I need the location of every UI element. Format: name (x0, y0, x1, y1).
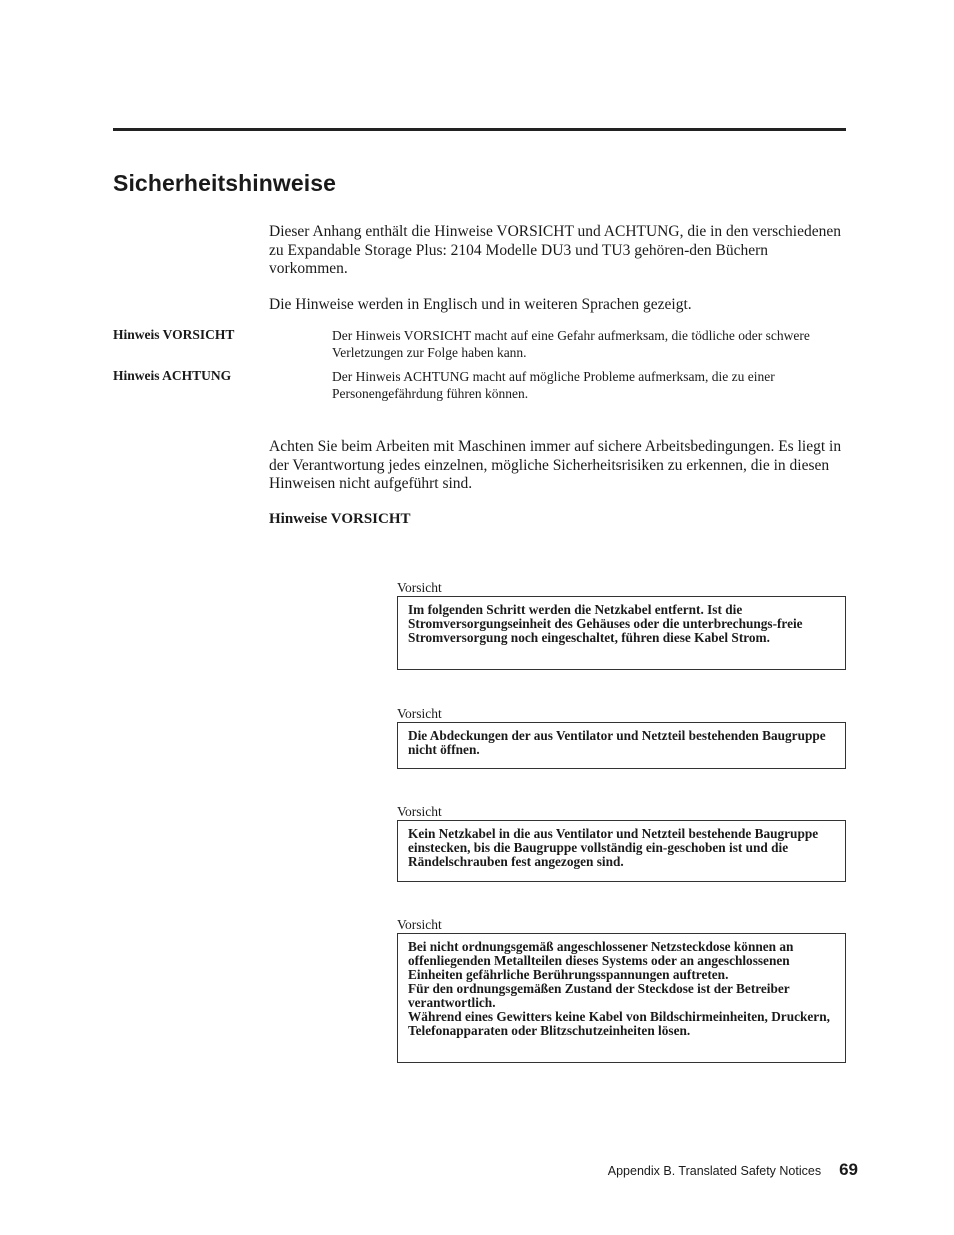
footer-text: Appendix B. Translated Safety Notices (607, 1164, 822, 1178)
definition-term: Hinweis ACHTUNG (113, 368, 232, 383)
caution-notice (397, 804, 846, 882)
definition-description: Der Hinweis ACHTUNG macht auf mögliche Probleme aufmerksam, die zu einer Personengefährdung führen können. (332, 369, 775, 401)
definition-description: Der Hinweis VORSICHT macht auf eine Gefahr aufmerksam, die tödliche oder schwere Verletzungen zur Folge haben kann. (332, 328, 810, 360)
caution-line: Für den ordnungsgemäßen Zustand der Steckdose ist der Betreiber verantwortlich. (408, 981, 790, 1010)
caution-line: Bei nicht ordnungsgemäß angeschlossener Netzsteckdose können an offenliegenden Metallteilen dieses Systems oder an angeschlossenen Einheiten gefährliche Berührungsspannungen auftreten. (408, 939, 794, 982)
intro-paragraph: Dieser Anhang enthält die Hinweise VORSICHT und ACHTUNG, die in den verschiedenen zu Expandable Storage Plus: 2104 Modelle DU3 und TU3 gehören-den Büchern vorkommen. (269, 223, 841, 277)
caution-box: Im folgenden Schritt werden die Netzkabel entfernt. Ist die Stromversorgungseinheit des Gehäuses oder die unterbrechungs-freie Stromversorgung noch eingeschaltet, führen diese Kabel Strom. (397, 596, 846, 670)
caution-notice (397, 706, 846, 769)
caution-box: Kein Netzkabel in die aus Ventilator und Netzteil bestehende Baugruppe einstecken, bis die Baugruppe vollständig ein-geschoben ist und die Rändelschrauben fest angezogen sind. (397, 820, 846, 882)
page-number: 69 (839, 1160, 858, 1179)
definition-achtung (113, 368, 848, 409)
section-subheading: Hinweise VORSICHT (269, 511, 411, 527)
page-title: Sicherheitshinweise (113, 170, 337, 196)
definition-vorsicht (113, 327, 848, 368)
caution-notice (397, 917, 846, 1063)
caution-line: Während eines Gewitters keine Kabel von Bildschirmeinheiten, Druckern, Telefonapparaten oder Blitzschutzeinheiten lösen. (408, 1009, 830, 1038)
caution-box: Die Abdeckungen der aus Ventilator und Netzteil bestehenden Baugruppe nicht öffnen. (397, 722, 846, 769)
page-footer (608, 1160, 858, 1180)
notice-definitions (113, 327, 848, 409)
definition-term: Hinweis VORSICHT (113, 327, 235, 342)
caution-label: Vorsicht (397, 917, 442, 932)
top-rule (113, 128, 846, 131)
safety-paragraph: Achten Sie beim Arbeiten mit Maschinen immer auf sichere Arbeitsbedingungen. Es liegt in der Verantwortung jedes einzelnen, mögliche Sicherheitsrisiken zu erkennen, die in diesen Hinweisen nicht aufgeführt sind. (269, 438, 842, 492)
language-note: Die Hinweise werden in Englisch und in weiteren Sprachen gezeigt. (269, 296, 692, 313)
caution-notice (397, 580, 846, 670)
caution-label: Vorsicht (397, 706, 442, 721)
caution-label: Vorsicht (397, 804, 442, 819)
caution-box (397, 933, 846, 1063)
caution-label: Vorsicht (397, 580, 442, 595)
